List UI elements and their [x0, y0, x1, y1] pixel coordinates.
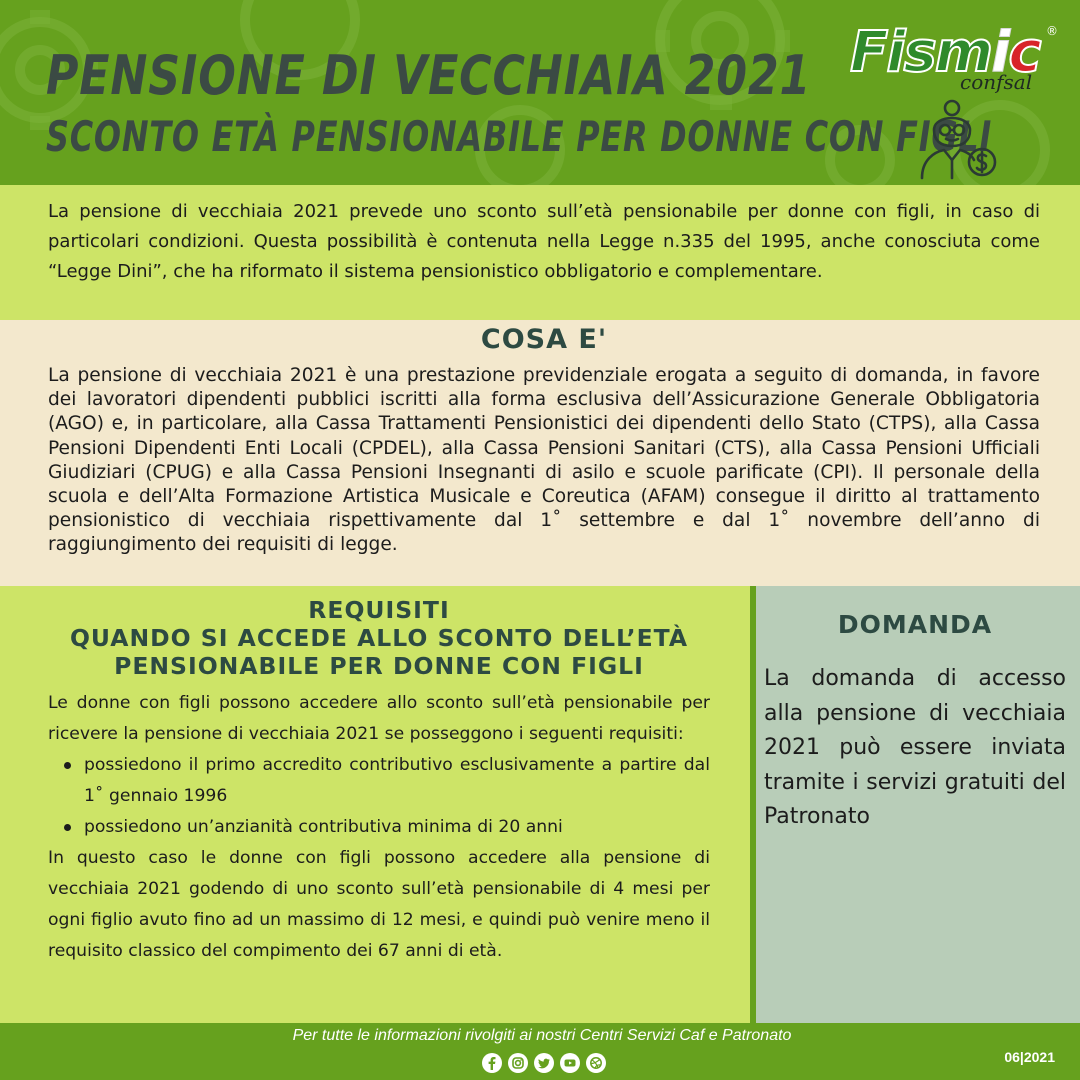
logo-confsal: confsal [960, 70, 1033, 94]
elderly-woman-coin-icon [912, 96, 1004, 180]
cosa-e-heading: COSA E' [480, 324, 608, 355]
requisiti-section [0, 586, 750, 1023]
facebook-icon[interactable] [482, 1053, 502, 1073]
intro-text: La pensione di vecchiaia 2021 prevede uno sconto sull’età pensionabile per donne con figli, in caso di particolari condizioni. Questa possibilità è contenuta nella Legge n.335 del 1995, anche conosciuta come “Legge Dini”, che ha riformato il sistema pensionistico obbligatorio e complementare. [48, 201, 1040, 282]
footer [0, 1023, 1080, 1080]
header-banner [0, 0, 1080, 185]
intro-section [0, 185, 1080, 320]
twitter-icon[interactable] [534, 1053, 554, 1073]
requisiti-list [62, 750, 710, 843]
cosa-e-section [0, 320, 1080, 586]
requisiti-conclusion: In questo caso le donne con figli possono accedere alla pensione di vecchiaia 2021 godendo di uno sconto sull’età pensionabile di 4 mesi per ogni figlio avuto fino ad un massimo di 12 mesi, e quindi può venire meno il requisito classico del compimento dei 67 anni di età. [48, 848, 710, 961]
footer-date: 06|2021 [1004, 1049, 1055, 1065]
dribbble-icon[interactable] [586, 1053, 606, 1073]
domanda-section [756, 586, 1080, 1023]
cosa-e-text: La pensione di vecchiaia 2021 è una prestazione previdenziale erogata a seguito di domanda, in favore dei lavoratori dipendenti pubblici iscritti alla forma esclusiva dell’Assicurazione Generale Obbligatoria (AGO) e, in particolare, alla Cassa Trattamenti Pensionistici dei dipendenti dello Stato (CTPS), alla Cassa Pensioni Dipendenti Enti Locali (CPDEL), alla Cassa Pensioni Sanitari (CTS), alla Cassa Pensioni Ufficiali Giudiziari (CPUG) e alla Cassa Pensioni Insegnanti di asilo e scuole parificate (CPI). Il personale della scuola e dell’Alta Formazione Artistica Musicale e Coreutica (AFAM) consegue il diritto al trattamento pensionistico di vecchiaia rispettivamente dal 1˚ settembre e dal 1˚ novembre dell’anno di raggiungimento dei requisiti di legge. [48, 365, 1040, 556]
youtube-icon[interactable] [560, 1053, 580, 1073]
list-item: possiedono un’anzianità contributiva minima di 20 anni [62, 812, 710, 843]
list-item: possiedono il primo accredito contributivo esclusivamente a partire dal 1˚ gennaio 1996 [62, 750, 710, 812]
registered-mark: ® [1046, 24, 1058, 38]
social-icons [482, 1053, 606, 1073]
main-title: PENSIONE DI VECCHIAIA 2021 [46, 44, 812, 107]
logo-wordmark: Fismic [850, 20, 1040, 85]
footer-text: Per tutte le informazioni rivolgiti ai nostri Centri Servizi Caf e Patronato [292, 1027, 792, 1044]
requisiti-heading: REQUISITI QUANDO SI ACCEDE ALLO SCONTO DELL’ETÀ PENSIONABILE PER DONNE CON FIGLI [69, 596, 689, 680]
requisiti-intro: Le donne con figli possono accedere allo sconto sull’età pensionabile per ricevere la pensione di vecchiaia 2021 se posseggono i seguenti requisiti: [48, 693, 710, 744]
instagram-icon[interactable] [508, 1053, 528, 1073]
subtitle: SCONTO ETÀ PENSIONABILE PER DONNE CON FIGLI [46, 112, 993, 161]
fismic-logo [850, 22, 1060, 92]
domanda-heading: DOMANDA [837, 610, 993, 639]
domanda-text: La domanda di accesso alla pensione di vecchiaia 2021 può essere inviata tramite i servizi gratuiti del Patronato [764, 666, 1066, 829]
